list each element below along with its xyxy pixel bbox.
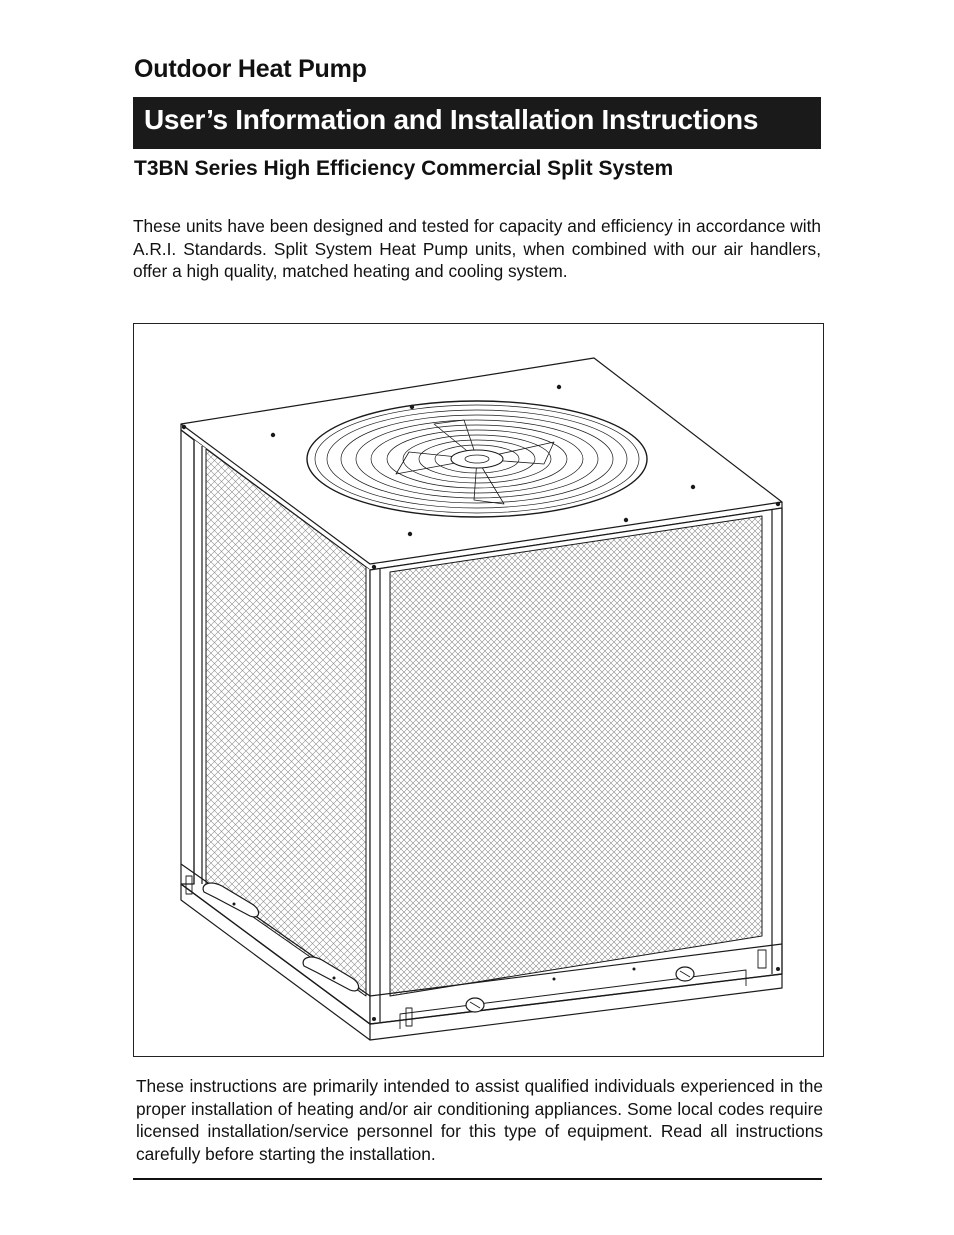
bottom-rule	[133, 1178, 822, 1180]
heat-pump-unit-illustration	[134, 324, 823, 1056]
document-subtitle: T3BN Series High Efficiency Commercial Split System	[134, 157, 674, 180]
document-title: Outdoor Heat Pump	[134, 55, 367, 83]
instructions-note-paragraph: These instructions are primarily intended to assist qualified individuals experienced in the proper installation of heating and/or air conditioning appliances. Some local codes require licensed installation/service personnel for this type of equipment. Read all instructions carefully before starting the installation.	[136, 1076, 823, 1164]
unit-illustration-frame	[133, 323, 824, 1057]
intro-paragraph: These units have been designed and tested for capacity and efficiency in accordance with A.R.I. Standards. Split System Heat Pump units, when combined with our air handlers, offer a high quality, matched heating and cooling system.	[133, 216, 821, 281]
document-banner: User’s Information and Installation Instructions	[133, 97, 821, 149]
fan-guard	[307, 401, 647, 517]
